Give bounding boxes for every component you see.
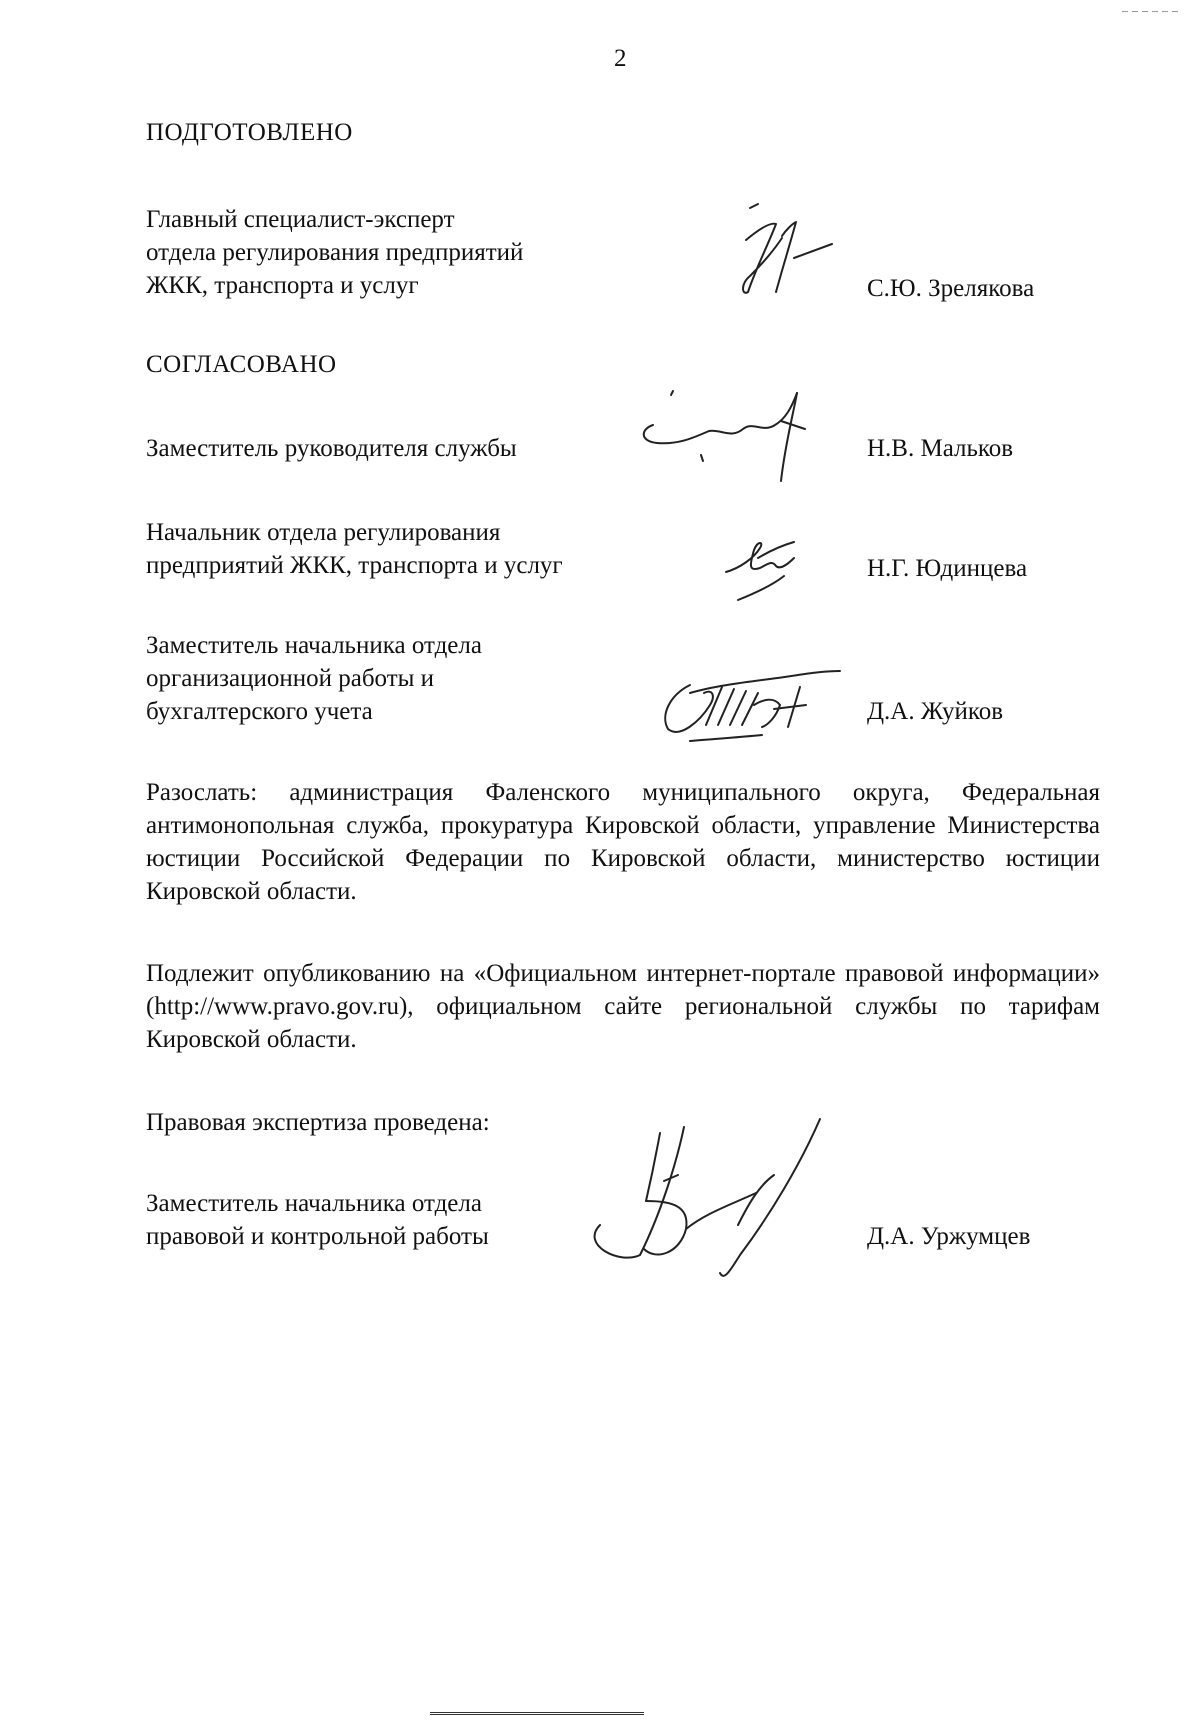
prepared-signer-name: С.Ю. Зрелякова	[867, 275, 1035, 302]
publication-paragraph: Подлежит опубликованию на «Официальном интернет-портале правовой информации» (http://www.pravo.gov.ru), официальном сайте региональной службы по тарифам Кировской области.	[146, 960, 1100, 1053]
agreed-signer-1-name: Н.В. Мальков	[867, 435, 1014, 462]
footer-rule	[430, 1712, 644, 1718]
signature-zhuikov	[650, 665, 850, 755]
signature-yudintseva	[718, 528, 828, 608]
agreed-signer-2-position: Начальник отдела регулирования	[146, 519, 501, 546]
agreed-signer-3-position: бухгалтерского учета	[146, 698, 373, 725]
agreed-signer-3-position: Заместитель начальника отдела	[146, 632, 482, 659]
legal-review-label: Правовая экспертиза проведена:	[146, 1109, 490, 1136]
legal-review-position: правовой и контрольной работы	[146, 1223, 489, 1250]
signature-urzhumtsev	[560, 1105, 880, 1285]
distribution-paragraph: Разослать: администрация Фаленского муниципального округа, Федеральная антимонопольная служба, прокуратура Кировской области, управление Министерства юстиции Российской Федерации по Кировской области, министерство юстиции Кировской области.	[146, 779, 1100, 905]
signature-zrelyakova	[728, 200, 838, 300]
agreed-signer-3-position: организационной работы и	[146, 665, 435, 692]
prepared-position-line: отдела регулирования предприятий	[146, 239, 524, 266]
signature-malkov	[635, 385, 825, 490]
legal-review-signer-name: Д.А. Уржумцев	[867, 1223, 1031, 1250]
agreed-signer-2-name: Н.Г. Юдинцева	[867, 555, 1028, 582]
legal-review-position: Заместитель начальника отдела	[146, 1190, 482, 1217]
page-number: 2	[614, 45, 627, 72]
corner-mark	[1122, 0, 1182, 3]
prepared-position-line: ЖКК, транспорта и услуг	[146, 272, 419, 299]
prepared-position-line: Главный специалист-эксперт	[146, 206, 455, 233]
agreed-signer-2-position: предприятий ЖКК, транспорта и услуг	[146, 552, 563, 579]
agreed-signer-3-name: Д.А. Жуйков	[867, 698, 1004, 725]
agreed-signer-1-position: Заместитель руководителя службы	[146, 435, 517, 462]
prepared-heading: ПОДГОТОВЛЕНО	[146, 119, 353, 146]
agreed-heading: СОГЛАСОВАНО	[146, 351, 337, 378]
